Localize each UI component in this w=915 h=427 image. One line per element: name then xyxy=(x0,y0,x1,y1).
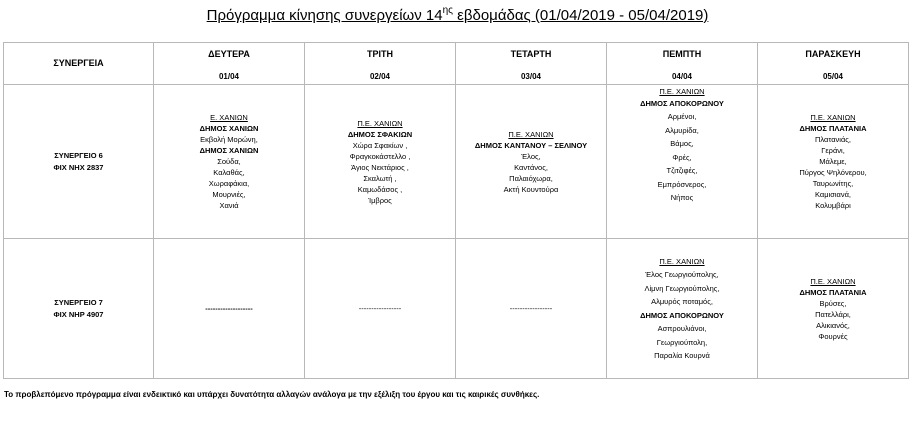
municipality-label: ΔΗΜΟΣ ΧΑΝΙΩΝ xyxy=(199,146,259,155)
place-item: Νήπος xyxy=(670,193,694,202)
schedule-cell xyxy=(456,85,607,239)
header-row xyxy=(4,43,909,85)
municipality-label: ΔΗΜΟΣ ΠΛΑΤΑΝΙΑ xyxy=(799,287,867,297)
schedule-cell xyxy=(607,85,758,239)
place-item: Εκβολή Μορώνη, xyxy=(200,135,258,144)
place-item: Φρές, xyxy=(672,152,692,162)
day-date: 05/04 xyxy=(822,72,844,81)
place-item: Μάλεμε, xyxy=(819,157,847,166)
place-item: Πύργος Ψηλόνερου, xyxy=(799,168,867,177)
place-item: Χωραφάκια, xyxy=(208,179,250,188)
schedule-table xyxy=(3,42,909,379)
place-item: Χανιά xyxy=(219,201,239,210)
municipality-label: ΔΗΜΟΣ ΠΛΑΤΑΝΙΑ xyxy=(799,124,867,133)
footnote: Το προβλεπόμενο πρόγραμμα είναι ενδεικτικό και υπάρχει δυνατότητα αλλαγών ανάλογα με την εξέλιξη του έργου και τις καιρικές συνθήκες. xyxy=(4,390,540,399)
place-item: Γεράνι, xyxy=(821,146,845,155)
place-item: Σούδα, xyxy=(217,157,241,166)
place-item: Καμωδάσος , xyxy=(357,184,403,194)
region-label: Π.Ε. ΧΑΝΙΩΝ xyxy=(357,118,403,128)
schedule-cell xyxy=(456,239,607,379)
day-date: 03/04 xyxy=(520,72,542,81)
region-label: Ε. ΧΑΝΙΩΝ xyxy=(210,113,248,122)
place-item: Σκαλωτή , xyxy=(363,173,397,183)
place-item: Αρμένοι, xyxy=(667,112,697,121)
place-item: Καλαθάς, xyxy=(213,168,245,177)
day-date: 04/04 xyxy=(671,72,693,81)
empty-marker: ----------------- xyxy=(509,304,553,313)
day-name: ΤΕΤΑΡΤΗ xyxy=(510,49,552,59)
municipality-label: ΔΗΜΟΣ ΑΠΟΚΟΡΩΝΟΥ xyxy=(640,310,724,320)
place-item: Λίμνη Γεωργιούπολης, xyxy=(644,283,720,293)
title-prefix: Πρόγραμμα κίνησης συνεργείων 14 xyxy=(206,7,443,24)
region-label: Π.Ε. ΧΑΝΙΩΝ xyxy=(659,256,705,266)
schedule-cell xyxy=(154,239,305,379)
team-plate: ΦΙΧ ΝΗΡ 4907 xyxy=(53,309,104,319)
place-item: Πλατανιάς, xyxy=(814,135,852,144)
team-plate: ΦΙΧ ΝΗΧ 2837 xyxy=(53,162,104,172)
team-row xyxy=(4,85,909,239)
place-item: Φραγκοκάστελλο , xyxy=(349,151,411,161)
schedule-cell xyxy=(154,85,305,239)
place-item: Χώρα Σφακίων , xyxy=(352,140,408,150)
empty-marker: ----------------- xyxy=(358,304,402,313)
header-day xyxy=(305,43,456,85)
day-date: 01/04 xyxy=(218,72,240,81)
municipality-label: ΔΗΜΟΣ ΧΑΝΙΩΝ xyxy=(199,124,259,133)
schedule-cell xyxy=(758,239,909,379)
place-item: Άγιος Νεκτάριος , xyxy=(351,162,409,172)
region-label: Π.Ε. ΧΑΝΙΩΝ xyxy=(659,87,705,96)
region-label: Π.Ε. ΧΑΝΙΩΝ xyxy=(810,276,856,286)
place-item: Ίμβρος xyxy=(368,195,392,205)
header-teams-label: ΣΥΝΕΡΓΕΙΑ xyxy=(53,58,104,68)
municipality-label: ΔΗΜΟΣ ΑΠΟΚΟΡΩΝΟΥ xyxy=(640,99,724,108)
schedule-cell xyxy=(758,85,909,239)
header-teams xyxy=(4,43,154,85)
header-day xyxy=(154,43,305,85)
place-item: Κολυμβάρι xyxy=(815,201,851,210)
place-item: Έλος Γεωργιούπολης, xyxy=(645,270,719,279)
place-item: Έλος, xyxy=(521,151,541,161)
header-day xyxy=(456,43,607,85)
place-item: Αλικιανός, xyxy=(816,320,850,330)
team-cell xyxy=(4,239,154,379)
place-item: Βρύσες, xyxy=(819,298,847,308)
place-item: Αλμυρίδα, xyxy=(665,125,699,135)
header-day xyxy=(758,43,909,85)
region-label: Π.Ε. ΧΑΝΙΩΝ xyxy=(810,113,856,122)
header-day xyxy=(607,43,758,85)
region-label: Π.Ε. ΧΑΝΙΩΝ xyxy=(508,129,554,139)
place-item: Αλμυρός ποταμός, xyxy=(651,297,713,306)
day-date: 02/04 xyxy=(369,72,391,81)
place-item: Καντάνος, xyxy=(514,162,548,172)
page-title xyxy=(0,6,915,24)
place-item: Μουρνιές, xyxy=(212,190,246,199)
schedule-cell xyxy=(305,239,456,379)
day-name: ΠΑΡΑΣΚΕΥΗ xyxy=(805,49,861,59)
place-item: Πατελλάρι, xyxy=(815,309,851,319)
municipality-label: ΔΗΜΟΣ ΚΑΝΤΑΝΟΥ – ΣΕΛΙΝΟΥ xyxy=(474,140,588,150)
day-name: ΤΡΙΤΗ xyxy=(367,49,393,59)
title-superscript: ης xyxy=(442,5,453,16)
team-cell xyxy=(4,85,154,239)
place-item: Παραλία Κουρνά xyxy=(654,351,710,360)
title-suffix: εβδομάδας (01/04/2019 - 05/04/2019) xyxy=(453,7,709,24)
team-name: ΣΥΝΕΡΓΕΙΟ 6 xyxy=(54,150,103,160)
day-name: ΠΕΜΠΤΗ xyxy=(662,49,702,59)
team-name: ΣΥΝΕΡΓΕΙΟ 7 xyxy=(54,297,103,307)
place-item: Παλαιόχωρα, xyxy=(509,173,553,183)
day-name: ΔΕΥΤΕΡΑ xyxy=(208,49,250,59)
place-item: Γεωργιούπολη, xyxy=(656,337,708,347)
place-item: Βάμος, xyxy=(670,139,694,148)
place-item: Εμπρόσνερος, xyxy=(657,179,707,189)
place-item: Ακτή Κουντούρα xyxy=(503,184,559,194)
empty-marker: ------------------- xyxy=(205,304,253,313)
schedule-cell xyxy=(305,85,456,239)
place-item: Ασπρουλιάνοι, xyxy=(657,324,707,333)
place-item: Φουρνές xyxy=(818,331,848,341)
team-row xyxy=(4,239,909,379)
place-item: Τζιτζιφές, xyxy=(666,166,698,175)
municipality-label: ΔΗΜΟΣ ΣΦΑΚΙΩΝ xyxy=(347,129,413,139)
place-item: Ταυρωνίτης, xyxy=(812,179,854,188)
place-item: Καμισιανά, xyxy=(814,190,852,199)
schedule-cell xyxy=(607,239,758,379)
